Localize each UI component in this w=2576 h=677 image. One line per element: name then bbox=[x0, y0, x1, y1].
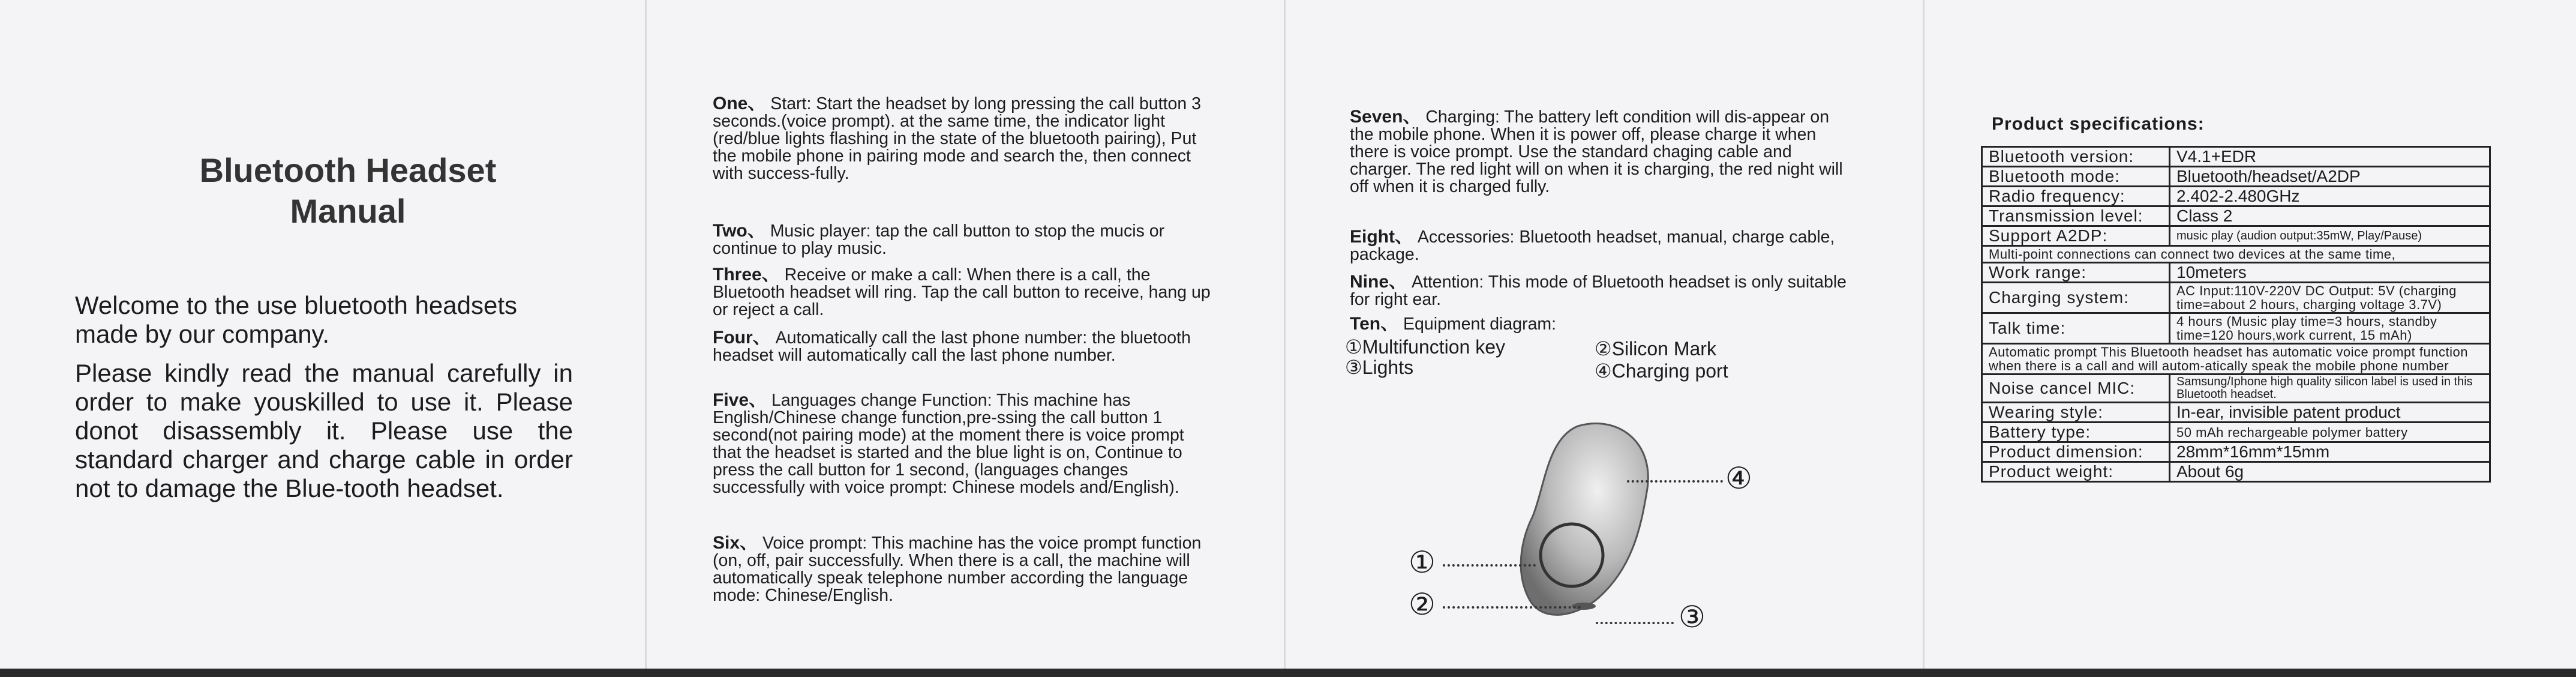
spec-value: 2.402-2.480GHz bbox=[2170, 187, 2490, 206]
table-row bbox=[1982, 283, 2490, 313]
table-row bbox=[1982, 375, 2490, 403]
diagram-label-multifunction-key: ①Multifunction key bbox=[1345, 336, 1506, 358]
callout-3: ③ bbox=[1679, 600, 1706, 634]
spec-label: Support A2DP: bbox=[1982, 226, 2170, 246]
table-row bbox=[1982, 442, 2490, 462]
callout-4: ④ bbox=[1725, 462, 1752, 495]
spec-value: V4.1+EDR bbox=[2170, 147, 2490, 167]
instruction-seven bbox=[1350, 108, 1854, 196]
instruction-text: Accessories: Bluetooth headset, manual, charge cable, package. bbox=[1350, 227, 1835, 264]
instruction-heading: Eight、 bbox=[1350, 227, 1413, 247]
callout-1: ① bbox=[1409, 546, 1436, 579]
instruction-text: Languages change Function: This machine has English/Chinese change function,pre-ssing the call button 1 second(not pairing mode) at the moment there is voice prompt that the headset is started and the blue light is on, Continue to press the call button for 1 second, (languages changes successfully with voice prompt: Chinese models and/English). bbox=[713, 391, 1184, 497]
spec-value: 50 mAh rechargeable polymer battery bbox=[2170, 423, 2490, 442]
spec-label: Noise cancel MIC: bbox=[1982, 375, 2170, 403]
spec-value: Samsung/Iphone high quality silicon label is used in this Bluetooth headset. bbox=[2170, 375, 2490, 403]
table-row bbox=[1982, 246, 2490, 263]
spec-label: Wearing style: bbox=[1982, 403, 2170, 423]
fold-line-3 bbox=[1923, 0, 1925, 677]
callout-line-3 bbox=[1596, 622, 1674, 624]
instruction-two bbox=[713, 222, 1217, 257]
spec-label: Product weight: bbox=[1982, 462, 2170, 482]
table-row bbox=[1982, 423, 2490, 442]
spec-note: Multi-point connections can connect two devices at the same time, bbox=[1982, 246, 2490, 263]
spec-value: 4 hours (Music play time=3 hours, standby time=120 hours,work current, 15 mAh) bbox=[2170, 313, 2490, 344]
scan-edge bbox=[0, 669, 2576, 677]
headset-illustration bbox=[1494, 408, 1674, 636]
spec-value: About 6g bbox=[2170, 462, 2490, 482]
instruction-ten bbox=[1350, 315, 1854, 333]
instruction-six bbox=[713, 534, 1217, 604]
spec-note: Automatic prompt This Bluetooth headset has automatic voice prompt function when there is a call and will autom-atically speak the mobile phone number bbox=[1982, 344, 2490, 375]
spec-label: Charging system: bbox=[1982, 283, 2170, 313]
callout-line-1 bbox=[1443, 564, 1536, 567]
read-manual-notice: Please kindly read the manual carefully in order to make youskilled to use it. Please donot disassembly it. Please use the standard charger and charge cable in order not to damage the Blue-tooth headset. bbox=[75, 359, 573, 502]
instruction-heading: Five、 bbox=[713, 390, 767, 410]
specs-heading: Product specifications: bbox=[1992, 114, 2205, 134]
table-row bbox=[1982, 226, 2490, 246]
instruction-heading: Nine、 bbox=[1350, 272, 1407, 292]
instruction-heading: Six、 bbox=[713, 533, 758, 553]
headset-body bbox=[1521, 424, 1648, 615]
fold-line-2 bbox=[1284, 0, 1286, 677]
spec-value: 28mm*16mm*15mm bbox=[2170, 442, 2490, 462]
table-row bbox=[1982, 206, 2490, 226]
instruction-heading: Ten、 bbox=[1350, 314, 1399, 334]
table-row bbox=[1982, 403, 2490, 423]
manual-title-line2: Manual bbox=[290, 192, 406, 230]
table-row bbox=[1982, 147, 2490, 167]
spec-label: Talk time: bbox=[1982, 313, 2170, 344]
welcome-text: Welcome to the use bluetooth headsets made by our company. bbox=[75, 291, 518, 348]
instruction-text: Start: Start the headset by long pressing the call button 3 seconds.(voice prompt). at the same time, the indicator light (red/blue lights flashing in the state of the bluetooth pairing), Put the mobile phone in pairing mode and search the, then connect with success-fully. bbox=[713, 94, 1201, 183]
spec-value: In-ear, invisible patent product bbox=[2170, 403, 2490, 423]
table-row bbox=[1982, 344, 2490, 375]
table-row bbox=[1982, 462, 2490, 482]
instruction-heading: Seven、 bbox=[1350, 107, 1421, 127]
spec-label: Bluetooth version: bbox=[1982, 147, 2170, 167]
spec-value: Bluetooth/headset/A2DP bbox=[2170, 167, 2490, 187]
instruction-eight bbox=[1350, 228, 1854, 263]
instruction-text: Voice prompt: This machine has the voice prompt function (on, off, pair successfully. When there is a call, the machine will automatically speak telephone number according the language mode: Chinese/English. bbox=[713, 534, 1202, 605]
instruction-text: Equipment diagram: bbox=[1403, 314, 1557, 334]
manual-title bbox=[78, 150, 618, 232]
specs-table bbox=[1981, 146, 2491, 483]
table-row bbox=[1982, 263, 2490, 283]
instruction-heading: Four、 bbox=[713, 328, 771, 348]
instruction-text: Attention: This mode of Bluetooth headset is only suitable for right ear. bbox=[1350, 272, 1847, 309]
manual-title-line1: Bluetooth Headset bbox=[199, 151, 497, 189]
callout-line-4 bbox=[1627, 480, 1723, 483]
spec-value: AC Input:110V-220V DC Output: 5V (charging time=about 2 hours, charging voltage 3.7V) bbox=[2170, 283, 2490, 313]
spec-label: Battery type: bbox=[1982, 423, 2170, 442]
instruction-four bbox=[713, 329, 1217, 364]
spec-value: music play (audion output:35mW, Play/Pause) bbox=[2170, 226, 2490, 246]
callout-line-2 bbox=[1443, 606, 1581, 609]
spec-label: Bluetooth mode: bbox=[1982, 167, 2170, 187]
instruction-heading: Three、 bbox=[713, 265, 780, 284]
instruction-text: Charging: The battery left condition will dis-appear on the mobile phone. When it is power off, please charge it when there is voice prompt. Use the standard chaging cable and charger. The red light will on when it is charging, the red night will off when it is charged fully. bbox=[1350, 107, 1843, 196]
spec-label: Transmission level: bbox=[1982, 206, 2170, 226]
instruction-heading: Two、 bbox=[713, 221, 765, 241]
diagram-label-lights: ③Lights bbox=[1345, 357, 1414, 378]
instruction-text: Automatically call the last phone number: the bluetooth headset will automatically call the last phone number. bbox=[713, 328, 1191, 365]
diagram-label-silicon-mark: ②Silicon Mark bbox=[1595, 338, 1716, 360]
table-row bbox=[1982, 167, 2490, 187]
instruction-heading: One、 bbox=[713, 94, 766, 113]
instruction-nine bbox=[1350, 273, 1854, 308]
table-row bbox=[1982, 313, 2490, 344]
instruction-three bbox=[713, 266, 1217, 319]
instruction-text: Receive or make a call: When there is a call, the Bluetooth headset will ring. Tap the call button to receive, hang up or reject a call. bbox=[713, 265, 1211, 319]
spec-value: 10meters bbox=[2170, 263, 2490, 283]
spec-label: Work range: bbox=[1982, 263, 2170, 283]
callout-2: ② bbox=[1409, 588, 1436, 621]
spec-label: Product dimension: bbox=[1982, 442, 2170, 462]
diagram-label-charging-port: ④Charging port bbox=[1595, 360, 1728, 382]
table-row bbox=[1982, 187, 2490, 206]
instruction-one bbox=[713, 95, 1217, 182]
instruction-text: Music player: tap the call button to stop the mucis or continue to play music. bbox=[713, 221, 1165, 258]
spec-label: Radio frequency: bbox=[1982, 187, 2170, 206]
instruction-five bbox=[713, 391, 1217, 496]
fold-line-1 bbox=[645, 0, 647, 677]
spec-value: Class 2 bbox=[2170, 206, 2490, 226]
